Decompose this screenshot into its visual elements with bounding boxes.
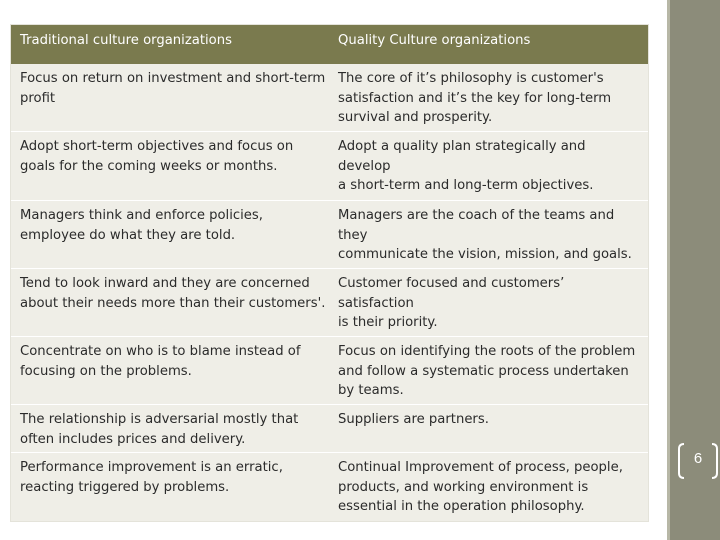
table-row: [11, 337, 648, 405]
table-cell-quality: Continual Improvement of process, people, products, and working environment is essential in the operation philosophy.: [338, 460, 623, 514]
table-row: [11, 132, 648, 201]
table-cell-quality: Suppliers are partners.: [338, 412, 489, 427]
table-cell-traditional: Concentrate on who is to blame instead of focusing on the problems.: [20, 344, 301, 379]
table-cell-quality: Focus on identifying the roots of the problem and follow a systematic process undertaken by teams.: [338, 344, 636, 398]
table-cell-traditional: Performance improvement is an erratic, reacting triggered by problems.: [20, 460, 283, 495]
table-cell-quality: Customer focused and customers’ satisfaction is their priority.: [338, 276, 565, 330]
table-cell-traditional: Adopt short-term objectives and focus on goals for the coming weeks or months.: [20, 139, 294, 174]
table-cell-quality: Adopt a quality plan strategically and develop a short-term and long-term objectives.: [338, 139, 594, 193]
page-number-badge: [676, 440, 720, 482]
table-cell-traditional: The relationship is adversarial mostly that often includes prices and delivery.: [20, 412, 299, 447]
table-cell-traditional: Focus on return on investment and short-term profit: [20, 71, 326, 106]
side-decoration-strip: [667, 0, 670, 540]
table-row: [11, 64, 648, 132]
table-cell-quality: Managers are the coach of the teams and they communicate the vision, mission, and goals.: [338, 208, 632, 262]
table-cell-quality: The core of it’s philosophy is customer's satisfaction and it’s the key for long-term survival and prosperity.: [338, 71, 612, 125]
comparison-table: [10, 24, 649, 522]
table-cell-traditional: Managers think and enforce policies, employee do what they are told.: [20, 208, 263, 243]
header-cell-traditional: Traditional culture organizations: [20, 33, 232, 48]
table-row: [11, 201, 648, 269]
table-row: [11, 453, 648, 521]
table-cell-traditional: Tend to look inward and they are concerned about their needs more than their customers'.: [20, 276, 326, 311]
header-cell-quality: Quality Culture organizations: [338, 33, 531, 48]
page-number: 6: [693, 450, 703, 467]
table-row: [11, 405, 648, 453]
table-header-row: [11, 25, 648, 64]
table-row: [11, 269, 648, 337]
